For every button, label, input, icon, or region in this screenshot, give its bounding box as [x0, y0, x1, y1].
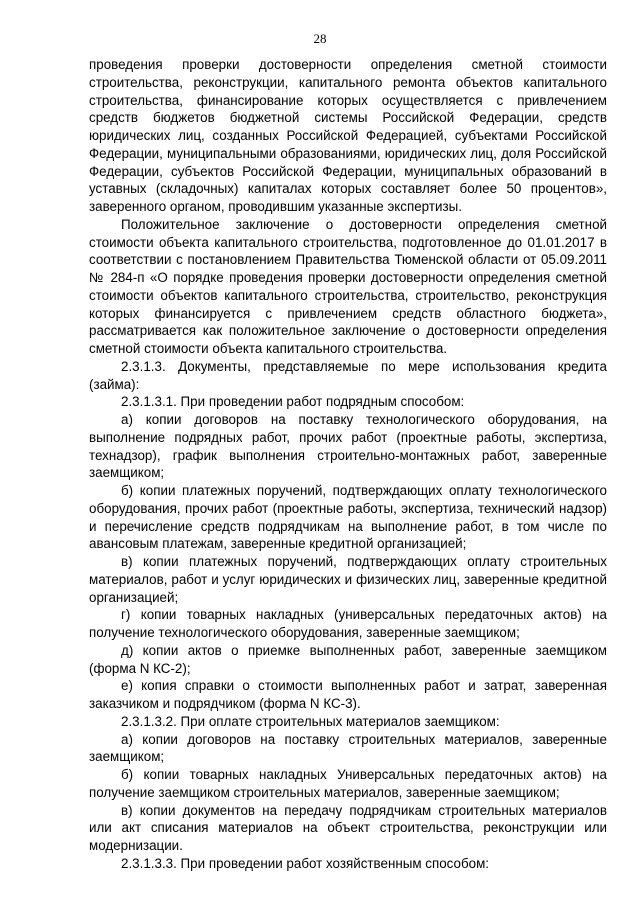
paragraph-audit-continuation: проведения проверки достоверности определения сметной стоимости строительства, реконструкции, капитального ремонта объектов капитального строительства, финансирование которых осуществляется с привлечением средств бюджетов бюджетной системы Российской Федерации, средств юридических лиц, созданных Российской Федерацией, субъектами Российской Федерации, муниципальными образованиями, юридических лиц, доля Российской Федерации, субъектов Российской Федерации, муниципальных образований в уставных (складочных) капиталах которых составляет более 50 процентов», заверенного органом, проводившим указанные экспертизы. [89, 57, 607, 214]
list-item-b-materials: б) копии товарных накладных Универсальных передаточных актов) на получение заемщиком строительных материалов, заверенные заемщиком; [89, 767, 607, 800]
document-body [89, 56, 607, 873]
paragraph-2-3-1-3: 2.3.1.3. Документы, представляемые по мере использования кредита (займа): [89, 358, 607, 392]
paragraph-2-3-1-3-3: 2.3.1.3.3. При проведении работ хозяйственным способом: [121, 855, 490, 871]
list-item-v-materials: в) копии документов на передачу подрядчикам строительных материалов или акт списания материалов на объект строительства, реконструкции или модернизации. [89, 802, 607, 853]
paragraph-2-3-1-3-2: 2.3.1.3.2. При оплате строительных материалов заемщиком: [121, 713, 500, 729]
list-item-a: а) копии договоров на поставку технологического оборудования, на выполнение подрядных работ, прочих работ (проектные работы, экспертиза, технадзор), график выполнения строительно-монтажных работ, заверенные заемщиком; [89, 412, 607, 481]
list-item-b: б) копии платежных поручений, подтверждающих оплату технологического оборудования, прочих работ (проектные работы, экспертиза, технический надзор) и перечисление средств подрядчикам на выполнение работ, в том числе по авансовым платежам, заверенные кредитной организацией; [89, 483, 607, 552]
page-number: 28 [313, 31, 327, 46]
list-item-g: г) копии товарных накладных (универсальных передаточных актов) на получение технологического оборудования, заверенные заемщиком; [89, 607, 607, 640]
list-item-e: е) копия справки о стоимости выполненных работ и затрат, заверенная заказчиком и подрядчиком (форма N КС-3). [89, 678, 607, 711]
list-item-d: д) копии актов о приемке выполненных работ, заверенные заемщиком (форма N КС-2); [89, 642, 607, 676]
paragraph-positive-conclusion[interactable]: Положительное заключение о достоверности определения сметной стоимости объекта капитального строительства, подготовленное до 01.01.2017 в соответствии с постановлением Правительства Тюменской области от 05.09.2011 № 284-п «О порядке проведения проверки достоверности определения сметной стоимости объектов капитального строительства, строительство, реконструкция которых финансируется с привлечением средств областного бюджета», рассматривается как положительное заключение о достоверности определения сметной стоимости объекта капитального строительства. [89, 216, 607, 356]
list-item-a-materials: а) копии договоров на поставку строительных материалов, заверенные заемщиком; [89, 731, 607, 765]
paragraph-2-3-1-3-1: 2.3.1.3.1. При проведении работ подрядным способом: [121, 394, 465, 410]
list-item-v: в) копии платежных поручений, подтверждающих оплату строительных материалов, работ и услуг юридических и физических лиц, заверенные кредитной организацией; [89, 554, 607, 605]
